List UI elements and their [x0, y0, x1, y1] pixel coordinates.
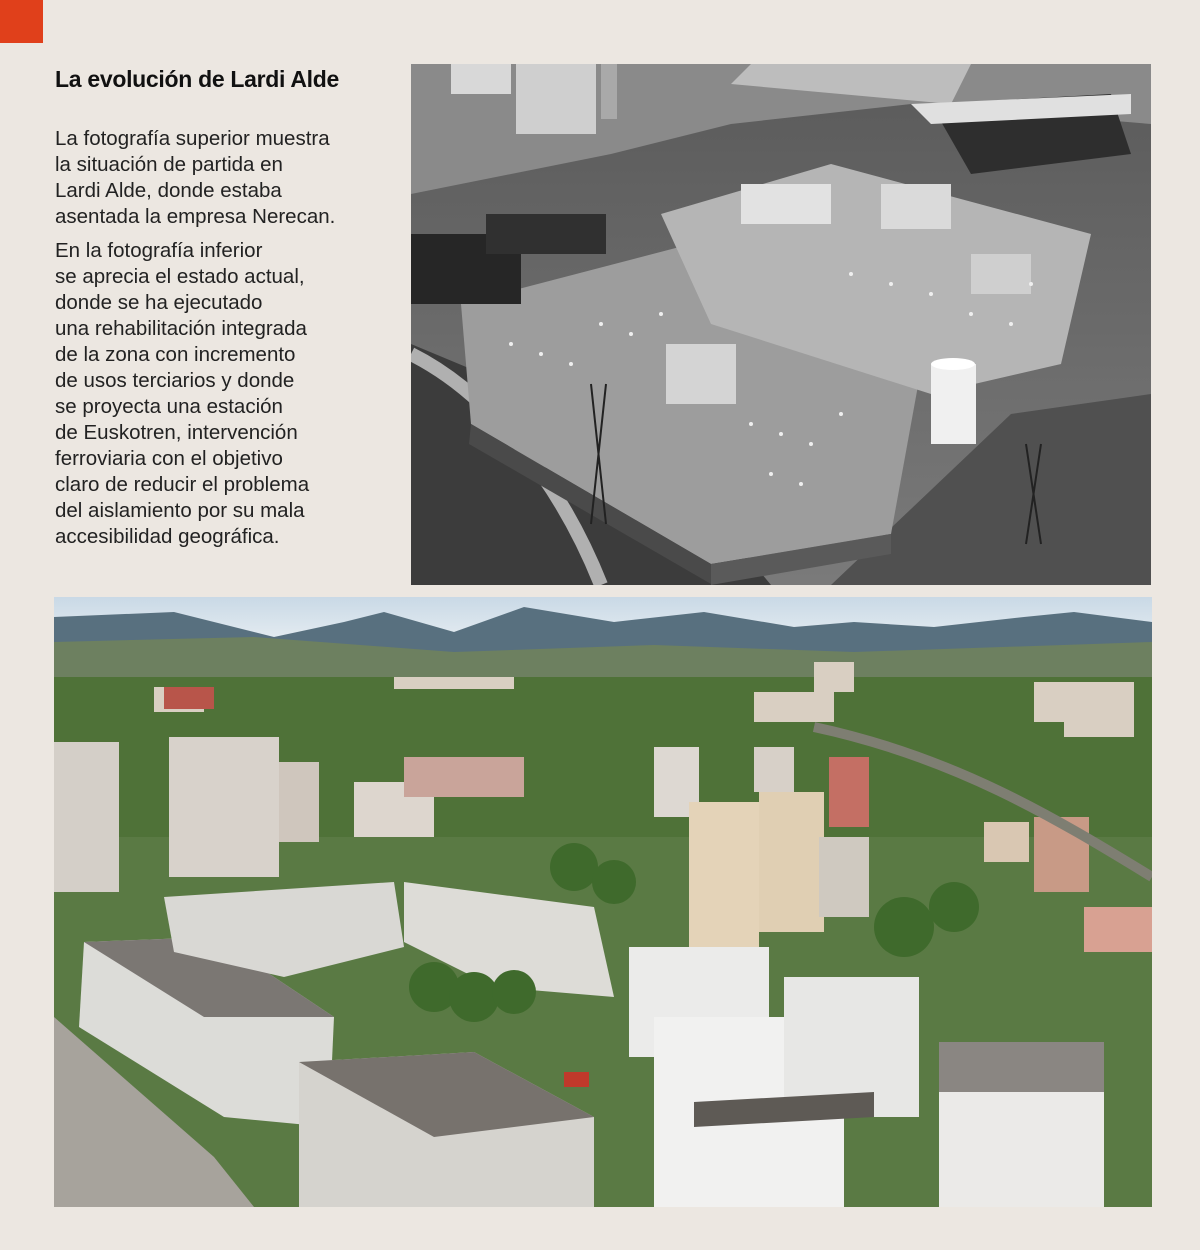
corner-accent-square [0, 0, 43, 43]
text-line: En la fotografía inferior [55, 239, 263, 262]
text-line: asentada la empresa Nerecan. [55, 205, 336, 228]
text-line: una rehabilitación integrada [55, 317, 307, 340]
text-line: ferroviaria con el objetivo [55, 447, 283, 470]
text-line: la situación de partida en [55, 153, 283, 176]
text-line: del aislamiento por su mala [55, 499, 305, 522]
text-line: claro de reducir el problema [55, 473, 310, 496]
text-line: donde se ha ejecutado [55, 291, 263, 314]
page-title: La evolución de Lardi Alde [55, 66, 340, 92]
body-text [55, 126, 375, 558]
text-line: accesibilidad geográfica. [55, 525, 280, 548]
text-line: de Euskotren, intervención [55, 421, 298, 444]
text-line: se aprecia el estado actual, [55, 265, 305, 288]
text-line: Lardi Alde, donde estaba [55, 179, 282, 202]
text-line: La fotografía superior muestra [55, 127, 330, 150]
text-line: de usos terciarios y donde [55, 369, 295, 392]
paragraph-bottom-photo [55, 238, 375, 550]
current-aerial-photo [54, 597, 1152, 1207]
text-line: de la zona con incremento [55, 343, 296, 366]
paragraph-top-photo [55, 126, 375, 230]
text-line: se proyecta una estación [55, 395, 283, 418]
historic-aerial-photo [411, 64, 1151, 585]
